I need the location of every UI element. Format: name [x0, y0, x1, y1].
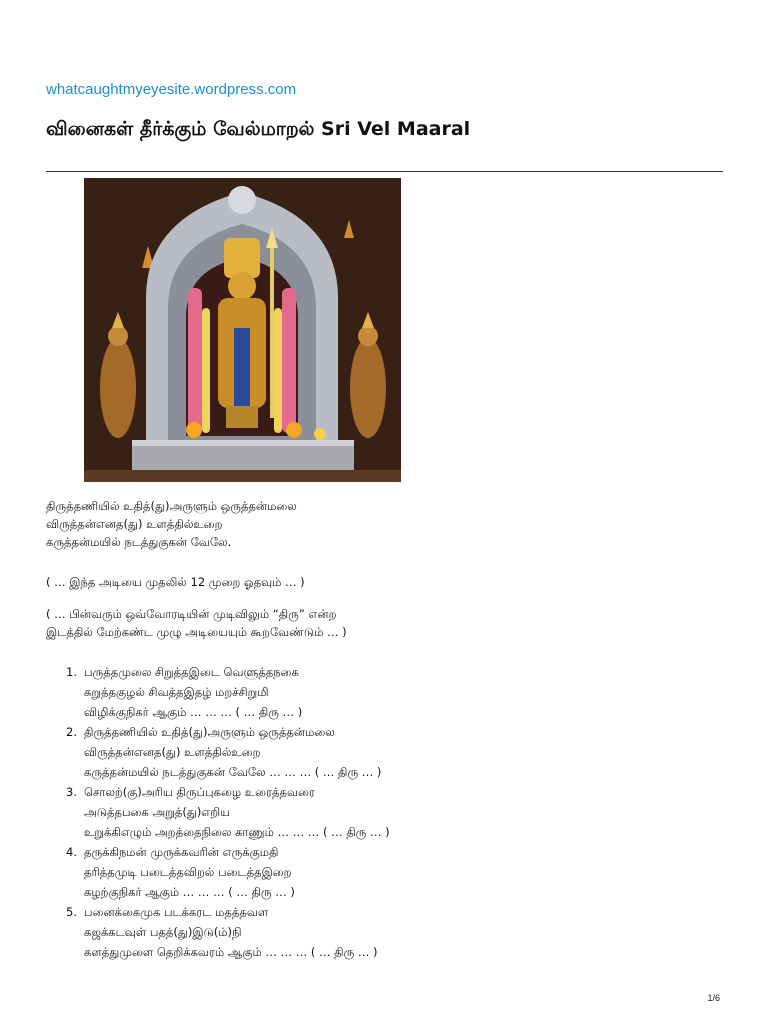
verse-item — [46, 842, 390, 902]
page-title: வினைகள் தீர்க்கும் வேல்மாறல் Sri Vel Maaral — [46, 118, 471, 140]
intro-line: விருத்தன்எனத(து) உளத்தில்உறை — [46, 517, 223, 531]
verse-number: 5. — [66, 905, 77, 919]
verse-line: விருத்தன்எனத(து) உளத்தில்உறை — [84, 745, 261, 759]
verse-line: அடுத்தபகை அறுத்(து)எறிய — [84, 805, 231, 819]
verse-line: கஜக்கடவுள் பதத்(து)இடு(ம்)நி — [84, 925, 242, 939]
verse-number: 1. — [66, 665, 77, 679]
instruction-note-1: ( … இந்த அடியை முதலில் 12 முறை ஓதவும் … ) — [46, 575, 305, 589]
verse-line: கழற்குநிகர் ஆகும் … … … ( … திரு … ) — [84, 885, 295, 899]
instruction-note-2 — [46, 605, 347, 641]
verse-line: கருத்தன்மயில் நடத்துகுகன் வேலே … … … ( … திரு … ) — [84, 765, 382, 779]
verse-item — [46, 782, 390, 842]
verse-line: பனைக்கைமுக படக்கரட மதத்தவள — [84, 905, 269, 919]
verse-list — [46, 662, 390, 962]
verse-line: தருக்கிநமன் முருக்கவரின் எருக்குமதி — [84, 845, 279, 859]
verse-line: பருத்தமுலை சிறுத்தஇடை வெளுத்தநகை — [84, 665, 299, 679]
verse-item — [46, 662, 390, 722]
verse-number: 2. — [66, 725, 77, 739]
verse-line: திருத்தணியில் உதித்(து)அருளும் ஒருத்தன்மலை — [84, 725, 335, 739]
intro-line: கருத்தன்மயில் நடத்துகுகன் வேலே. — [46, 535, 232, 549]
verse-line: கறுத்தகுழல் சிவத்தஇதழ் மறச்சிறுமி — [84, 685, 269, 699]
verse-number: 4. — [66, 845, 77, 859]
verse-line: தரித்தமுடி படைத்தவிறல் படைத்தஇறை — [84, 865, 292, 879]
note-line: ( … பின்வரும் ஒவ்வோரடியின் முடிவிலும் “திரு” என்ற — [46, 607, 337, 621]
deity-photo — [84, 178, 401, 482]
verse-line: சொலற்(கு)அரிய திருப்புகழை உரைத்தவரை — [84, 785, 315, 799]
verse-line: களத்துமுளை தெறிக்கவரம் ஆகும் … … … ( … திரு … ) — [84, 945, 378, 959]
title-divider — [46, 171, 723, 172]
site-url-link[interactable]: whatcaughtmyeyesite.wordpress.com — [46, 81, 297, 98]
verse-item — [46, 722, 390, 782]
note-line: இடத்தில் மேற்கண்ட முழு அடியையும் கூறவேண்டும் … ) — [46, 625, 347, 639]
verse-item — [46, 902, 390, 962]
verse-number: 3. — [66, 785, 77, 799]
intro-verse — [46, 497, 297, 551]
intro-line: திருத்தணியில் உதித்(து)அருளும் ஒருத்தன்மலை — [46, 499, 297, 513]
verse-line: உறுக்கிஎழும் அறத்தைநிலை காணும் … … … ( … திரு … ) — [84, 825, 390, 839]
page-number: 1/6 — [707, 993, 720, 1003]
verse-line: விழிக்குநிகர் ஆகும் … … … ( … திரு … ) — [84, 705, 303, 719]
